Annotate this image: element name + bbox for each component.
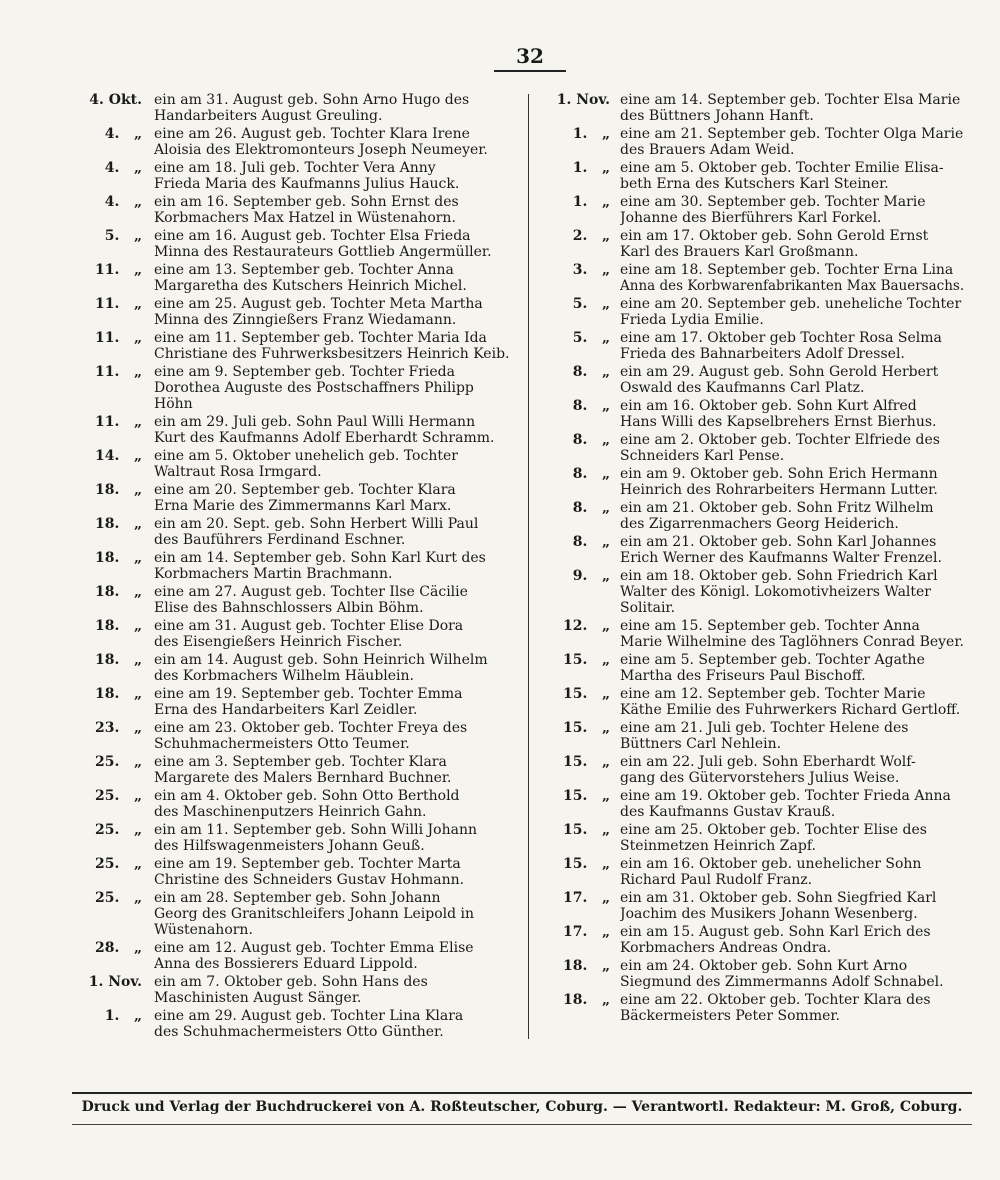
entry-date: 25. „ [94, 822, 142, 838]
entry-line: eine am 31. August geb. Tochter Elise Dora [154, 618, 464, 634]
entry-text [154, 228, 522, 260]
entry-date: 1. „ [572, 126, 610, 142]
entry-text [620, 618, 976, 650]
birth-entry [536, 856, 976, 888]
entry-line: eine am 27. August geb. Tochter Ilse Cäcilie [154, 584, 468, 600]
entry-text [154, 482, 522, 514]
entry-date: 1. „ [572, 160, 610, 176]
entry-date: 2. „ [572, 228, 610, 244]
birth-entry [536, 126, 976, 158]
birth-entry [72, 856, 522, 888]
birth-entry [536, 958, 976, 990]
entry-line: des Bauführers Ferdinand Eschner. [154, 532, 406, 548]
birth-entry [536, 686, 976, 718]
entry-line: eine am 12. August geb. Tochter Emma Elise [154, 940, 474, 956]
entry-line: eine am 26. August geb. Tochter Klara Irene [154, 126, 470, 142]
entry-line: Korbmachers Martin Brachmann. [154, 566, 393, 582]
entry-date: 4. „ [104, 194, 142, 210]
entry-date: 15. „ [562, 754, 610, 770]
entry-date: 25. „ [94, 754, 142, 770]
entry-line: Heinrich des Rohrarbeiters Hermann Lutter. [620, 482, 938, 498]
entry-line: Büttners Carl Nehlein. [620, 736, 782, 752]
entry-line: ein am 29. Juli geb. Sohn Paul Willi Hermann [154, 414, 476, 430]
entry-text [620, 296, 976, 328]
entry-text [154, 974, 522, 1006]
birth-entry [72, 720, 522, 752]
entry-line: Johanne des Bierführers Karl Forkel. [620, 210, 882, 226]
birth-entry [72, 652, 522, 684]
entry-line: Solitair. [620, 600, 676, 616]
birth-entry [536, 992, 976, 1024]
entry-line: ein am 7. Oktober geb. Sohn Hans des [154, 974, 428, 990]
entry-text [620, 364, 976, 396]
entry-text [620, 262, 976, 294]
entry-line: eine am 18. Juli geb. Tochter Vera Anny [154, 160, 436, 176]
birth-entry [72, 788, 522, 820]
entry-date: 1. „ [104, 1008, 142, 1024]
entry-line: des Brauers Adam Weid. [620, 142, 795, 158]
entry-date: 5. „ [572, 330, 610, 346]
birth-entry [72, 262, 522, 294]
entry-text [154, 652, 522, 684]
entry-text [154, 754, 522, 786]
entry-line: ein am 31. August geb. Sohn Arno Hugo des [154, 92, 470, 108]
entry-date: 5. „ [572, 296, 610, 312]
entry-date: 15. „ [562, 856, 610, 872]
entry-date: 1. Nov. [556, 92, 610, 108]
entry-line: Korbmachers Max Hatzel in Wüstenahorn. [154, 210, 456, 226]
entry-date: 18. „ [94, 550, 142, 566]
entry-date: 15. „ [562, 686, 610, 702]
entry-text [154, 940, 522, 972]
right-column [536, 92, 976, 1026]
birth-entry [72, 448, 522, 480]
entry-date: 15. „ [562, 822, 610, 838]
entry-text [154, 1008, 522, 1040]
entry-line: Margarete des Malers Bernhard Buchner. [154, 770, 452, 786]
birth-entry [72, 126, 522, 158]
entry-line: Anna des Bossierers Eduard Lippold. [154, 956, 418, 972]
entry-line: Schneiders Karl Pense. [620, 448, 785, 464]
entry-line: eine am 3. September geb. Tochter Klara [154, 754, 447, 770]
birth-entry [536, 432, 976, 464]
entry-line: eine am 16. August geb. Tochter Elsa Frieda [154, 228, 471, 244]
entry-text [154, 364, 522, 412]
entry-date: 4. Okt. [89, 92, 142, 108]
birth-entry [536, 618, 976, 650]
entry-line: des Maschinenputzers Heinrich Gahn. [154, 804, 427, 820]
entry-date: 5. „ [104, 228, 142, 244]
entry-line: Margaretha des Kutschers Heinrich Michel. [154, 278, 467, 294]
birth-entry [72, 618, 522, 650]
entry-date: 25. „ [94, 890, 142, 906]
entry-text [620, 686, 976, 718]
birth-entry [536, 330, 976, 362]
entry-date: 11. „ [94, 364, 142, 380]
entry-date: 3. „ [572, 262, 610, 278]
entry-text [620, 330, 976, 362]
entry-line: eine am 5. September geb. Tochter Agathe [620, 652, 925, 668]
entry-text [154, 618, 522, 650]
birth-entry [72, 974, 522, 1006]
entry-line: Waltraut Rosa Irmgard. [154, 464, 322, 480]
entry-line: eine am 2. Oktober geb. Tochter Elfriede des [620, 432, 940, 448]
entry-line: des Büttners Johann Hanft. [620, 108, 814, 124]
entry-line: eine am 14. September geb. Tochter Elsa Marie [620, 92, 961, 108]
birth-entry [72, 516, 522, 548]
entry-line: Christiane des Fuhrwerksbesitzers Heinrich Keib. [154, 346, 510, 362]
page-number: 32 [516, 44, 544, 68]
entry-date: 8. „ [572, 534, 610, 550]
entry-line: Minna des Restaurateurs Gottlieb Angermüller. [154, 244, 492, 260]
birth-entry [536, 364, 976, 396]
footer-rule-bottom [72, 1124, 972, 1125]
entry-date: 8. „ [572, 466, 610, 482]
entry-text [154, 194, 522, 226]
entry-line: ein am 14. September geb. Sohn Karl Kurt des [154, 550, 486, 566]
entry-line: Höhn [154, 396, 193, 412]
entry-text [154, 296, 522, 328]
entry-line: Käthe Emilie des Fuhrwerkers Richard Gertloff. [620, 702, 961, 718]
entry-date: 15. „ [562, 652, 610, 668]
entry-line: eine am 5. Oktober geb. Tochter Emilie Elisa- [620, 160, 944, 176]
birth-entry [72, 482, 522, 514]
entry-line: Kurt des Kaufmanns Adolf Eberhardt Schramm. [154, 430, 495, 446]
entry-date: 15. „ [562, 720, 610, 736]
entry-text [620, 466, 976, 498]
birth-entry [72, 686, 522, 718]
entry-date: 12. „ [562, 618, 610, 634]
entry-line: Joachim des Musikers Johann Wesenberg. [620, 906, 918, 922]
birth-entry [72, 296, 522, 328]
entry-line: ein am 21. Oktober geb. Sohn Fritz Wilhelm [620, 500, 934, 516]
birth-entry [72, 550, 522, 582]
entry-date: 8. „ [572, 398, 610, 414]
birth-entry [72, 160, 522, 192]
birth-entry [72, 1008, 522, 1040]
entry-line: eine am 20. September geb. uneheliche Tochter [620, 296, 962, 312]
entry-date: 11. „ [94, 414, 142, 430]
birth-entry [72, 330, 522, 362]
entry-line: Dorothea Auguste des Postschaffners Philipp [154, 380, 474, 396]
entry-date: 8. „ [572, 432, 610, 448]
entry-date: 18. „ [94, 686, 142, 702]
entry-text [620, 924, 976, 956]
entry-line: Hans Willi des Kapselbrehers Ernst Bierhus. [620, 414, 937, 430]
entry-text [154, 788, 522, 820]
entry-line: gang des Gütervorstehers Julius Weise. [620, 770, 900, 786]
entry-text [620, 194, 976, 226]
entry-line: ein am 29. August geb. Sohn Gerold Herbert [620, 364, 939, 380]
left-column [72, 92, 522, 1042]
entry-date: 4. „ [104, 126, 142, 142]
entry-line: ein am 21. Oktober geb. Sohn Karl Johannes [620, 534, 937, 550]
birth-entry [536, 568, 976, 616]
entry-date: 14. „ [94, 448, 142, 464]
birth-entry [536, 296, 976, 328]
entry-text [620, 822, 976, 854]
birth-entry [536, 534, 976, 566]
entry-text [154, 550, 522, 582]
entry-line: Handarbeiters August Greuling. [154, 108, 383, 124]
entry-line: eine am 20. September geb. Tochter Klara [154, 482, 456, 498]
entry-line: ein am 24. Oktober geb. Sohn Kurt Arno [620, 958, 908, 974]
entry-date: 25. „ [94, 788, 142, 804]
entry-date: 18. „ [562, 958, 610, 974]
entry-line: eine am 17. Oktober geb Tochter Rosa Selma [620, 330, 942, 346]
entry-text [620, 992, 976, 1024]
entry-text [620, 652, 976, 684]
entry-line: Richard Paul Rudolf Franz. [620, 872, 813, 888]
entry-text [620, 720, 976, 752]
entry-text [620, 754, 976, 786]
entry-line: eine am 11. September geb. Tochter Maria Ida [154, 330, 487, 346]
entry-text [154, 856, 522, 888]
entry-text [154, 720, 522, 752]
entry-text [620, 534, 976, 566]
birth-entry [536, 160, 976, 192]
entry-text [154, 330, 522, 362]
entry-line: eine am 12. September geb. Tochter Marie [620, 686, 926, 702]
entry-line: ein am 20. Sept. geb. Sohn Herbert Willi Paul [154, 516, 479, 532]
entry-line: Frieda Maria des Kaufmanns Julius Hauck. [154, 176, 460, 192]
entry-line: Erna Marie des Zimmermanns Karl Marx. [154, 498, 452, 514]
entry-text [154, 584, 522, 616]
entry-line: Frieda des Bahnarbeiters Adolf Dressel. [620, 346, 905, 362]
entry-line: ein am 17. Oktober geb. Sohn Gerold Ernst [620, 228, 929, 244]
entry-line: beth Erna des Kutschers Karl Steiner. [620, 176, 889, 192]
entry-line: ein am 28. September geb. Sohn Johann [154, 890, 441, 906]
birth-entry [536, 890, 976, 922]
entry-line: eine am 30. September geb. Tochter Marie [620, 194, 926, 210]
entry-line: Karl des Brauers Karl Großmann. [620, 244, 859, 260]
entry-line: ein am 16. Oktober geb. Sohn Kurt Alfred [620, 398, 917, 414]
entry-line: des Hilfswagenmeisters Johann Geuß. [154, 838, 425, 854]
entry-date: 18. „ [94, 652, 142, 668]
birth-entry [72, 194, 522, 226]
entry-text [154, 262, 522, 294]
entry-line: des Zigarrenmachers Georg Heiderich. [620, 516, 899, 532]
entry-line: des Korbmachers Wilhelm Häublein. [154, 668, 414, 684]
entry-line: Aloisia des Elektromonteurs Joseph Neumeyer. [154, 142, 488, 158]
entry-text [154, 92, 522, 124]
entry-text [620, 228, 976, 260]
entry-line: Schuhmachermeisters Otto Teumer. [154, 736, 410, 752]
entry-line: Walter des Königl. Lokomotivheizers Walter [620, 584, 932, 600]
entry-line: Georg des Granitschleifers Johann Leipold in [154, 906, 475, 922]
entry-line: Siegmund des Zimmermanns Adolf Schnabel. [620, 974, 944, 990]
entry-date: 11. „ [94, 330, 142, 346]
entry-line: ein am 16. September geb. Sohn Ernst des [154, 194, 459, 210]
birth-entry [536, 228, 976, 260]
entry-line: des Schuhmachermeisters Otto Günther. [154, 1024, 444, 1040]
entry-line: Oswald des Kaufmanns Carl Platz. [620, 380, 865, 396]
entry-line: Minna des Zinngießers Franz Wiedamann. [154, 312, 457, 328]
entry-text [154, 822, 522, 854]
entry-date: 23. „ [94, 720, 142, 736]
entry-line: ein am 16. Oktober geb. unehelicher Sohn [620, 856, 922, 872]
entry-date: 8. „ [572, 500, 610, 516]
birth-entry [72, 822, 522, 854]
birth-entry [72, 414, 522, 446]
entry-text [154, 448, 522, 480]
entry-text [620, 568, 976, 616]
entry-date: 18. „ [94, 516, 142, 532]
birth-entry [72, 228, 522, 260]
birth-entry [536, 194, 976, 226]
birth-entry [536, 398, 976, 430]
entry-date: 1. „ [572, 194, 610, 210]
entry-line: Elise des Bahnschlossers Albin Böhm. [154, 600, 424, 616]
birth-entry [72, 584, 522, 616]
entry-line: eine am 9. September geb. Tochter Frieda [154, 364, 455, 380]
entry-date: 18. „ [94, 584, 142, 600]
entry-text [154, 890, 522, 938]
entry-line: Erna des Handarbeiters Karl Zeidler. [154, 702, 418, 718]
entry-text [620, 160, 976, 192]
entry-date: 25. „ [94, 856, 142, 872]
entry-line: Erich Werner des Kaufmanns Walter Frenzel. [620, 550, 942, 566]
entry-date: 9. „ [572, 568, 610, 584]
entry-text [620, 398, 976, 430]
entry-line: Bäckermeisters Peter Sommer. [620, 1008, 840, 1024]
entry-date: 11. „ [94, 296, 142, 312]
entry-line: ein am 22. Juli geb. Sohn Eberhardt Wolf- [620, 754, 916, 770]
entry-line: ein am 9. Oktober geb. Sohn Erich Hermann [620, 466, 938, 482]
entry-date: 18. „ [94, 482, 142, 498]
birth-entry [536, 466, 976, 498]
entry-text [620, 890, 976, 922]
entry-line: Marie Wilhelmine des Taglöhners Conrad Beyer. [620, 634, 964, 650]
entry-line: eine am 5. Oktober unehelich geb. Tochter [154, 448, 458, 464]
entry-line: eine am 13. September geb. Tochter Anna [154, 262, 454, 278]
entry-date: 11. „ [94, 262, 142, 278]
birth-entry [536, 92, 976, 124]
entry-date: 17. „ [562, 924, 610, 940]
entry-line: eine am 22. Oktober geb. Tochter Klara des [620, 992, 931, 1008]
entry-text [154, 414, 522, 446]
entry-date: 4. „ [104, 160, 142, 176]
footer-imprint: Druck und Verlag der Buchdruckerei von A. Roßteutscher, Coburg. — Verantwortl. Redakteur: M. Groß, Coburg. [81, 1099, 963, 1115]
birth-entry [536, 500, 976, 532]
entry-text [154, 516, 522, 548]
entry-line: eine am 25. Oktober geb. Tochter Elise des [620, 822, 927, 838]
birth-entry [536, 924, 976, 956]
entry-line: Christine des Schneiders Gustav Hohmann. [154, 872, 465, 888]
entry-line: ein am 14. August geb. Sohn Heinrich Wilhelm [154, 652, 488, 668]
birth-entry [72, 940, 522, 972]
entry-line: eine am 21. September geb. Tochter Olga Marie [620, 126, 964, 142]
entry-line: Maschinisten August Sänger. [154, 990, 362, 1006]
entry-line: eine am 18. September geb. Tochter Erna Lina [620, 262, 954, 278]
entry-date: 18. „ [562, 992, 610, 1008]
entry-text [620, 500, 976, 532]
entry-line: eine am 19. September geb. Tochter Marta [154, 856, 461, 872]
birth-entry [72, 754, 522, 786]
entry-text [620, 788, 976, 820]
column-divider [528, 94, 529, 1039]
footer-rule-top [72, 1092, 972, 1094]
entry-line: ein am 15. August geb. Sohn Karl Erich des [620, 924, 931, 940]
entry-text [620, 856, 976, 888]
birth-entry [536, 788, 976, 820]
entry-date: 1. Nov. [88, 974, 142, 990]
entry-line: des Eisengießers Heinrich Fischer. [154, 634, 403, 650]
entry-line: Frieda Lydia Emilie. [620, 312, 764, 328]
entry-text [620, 126, 976, 158]
page-number-rule [494, 70, 566, 72]
birth-entry [536, 720, 976, 752]
entry-line: des Kaufmanns Gustav Krauß. [620, 804, 836, 820]
entry-text [620, 92, 976, 124]
entry-date: 17. „ [562, 890, 610, 906]
birth-entry [72, 364, 522, 412]
entry-line: eine am 21. Juli geb. Tochter Helene des [620, 720, 909, 736]
birth-entry [72, 92, 522, 124]
entry-line: Anna des Korbwarenfabrikanten Max Bauersachs. [620, 278, 965, 294]
entry-line: ein am 11. September geb. Sohn Willi Johann [154, 822, 477, 838]
entry-line: eine am 19. Oktober geb. Tochter Frieda Anna [620, 788, 951, 804]
entry-line: eine am 29. August geb. Tochter Lina Klara [154, 1008, 464, 1024]
entry-line: Steinmetzen Heinrich Zapf. [620, 838, 816, 854]
entry-line: ein am 18. Oktober geb. Sohn Friedrich Karl [620, 568, 938, 584]
birth-entry [536, 754, 976, 786]
entry-line: eine am 23. Oktober geb. Tochter Freya des [154, 720, 468, 736]
entry-text [154, 686, 522, 718]
entry-text [620, 958, 976, 990]
entry-date: 18. „ [94, 618, 142, 634]
entry-line: eine am 15. September geb. Tochter Anna [620, 618, 920, 634]
entry-text [154, 160, 522, 192]
birth-entry [536, 262, 976, 294]
entry-line: Martha des Friseurs Paul Bischoff. [620, 668, 866, 684]
birth-entry [536, 652, 976, 684]
entry-text [620, 432, 976, 464]
entry-date: 15. „ [562, 788, 610, 804]
entry-line: ein am 4. Oktober geb. Sohn Otto Berthold [154, 788, 460, 804]
entry-line: eine am 25. August geb. Tochter Meta Martha [154, 296, 483, 312]
birth-entry [536, 822, 976, 854]
entry-line: Wüstenahorn. [154, 922, 253, 938]
entry-line: Korbmachers Andreas Ondra. [620, 940, 832, 956]
entry-line: eine am 19. September geb. Tochter Emma [154, 686, 463, 702]
entry-line: ein am 31. Oktober geb. Sohn Siegfried Karl [620, 890, 937, 906]
entry-text [154, 126, 522, 158]
entry-date: 8. „ [572, 364, 610, 380]
entry-date: 28. „ [94, 940, 142, 956]
birth-entry [72, 890, 522, 938]
